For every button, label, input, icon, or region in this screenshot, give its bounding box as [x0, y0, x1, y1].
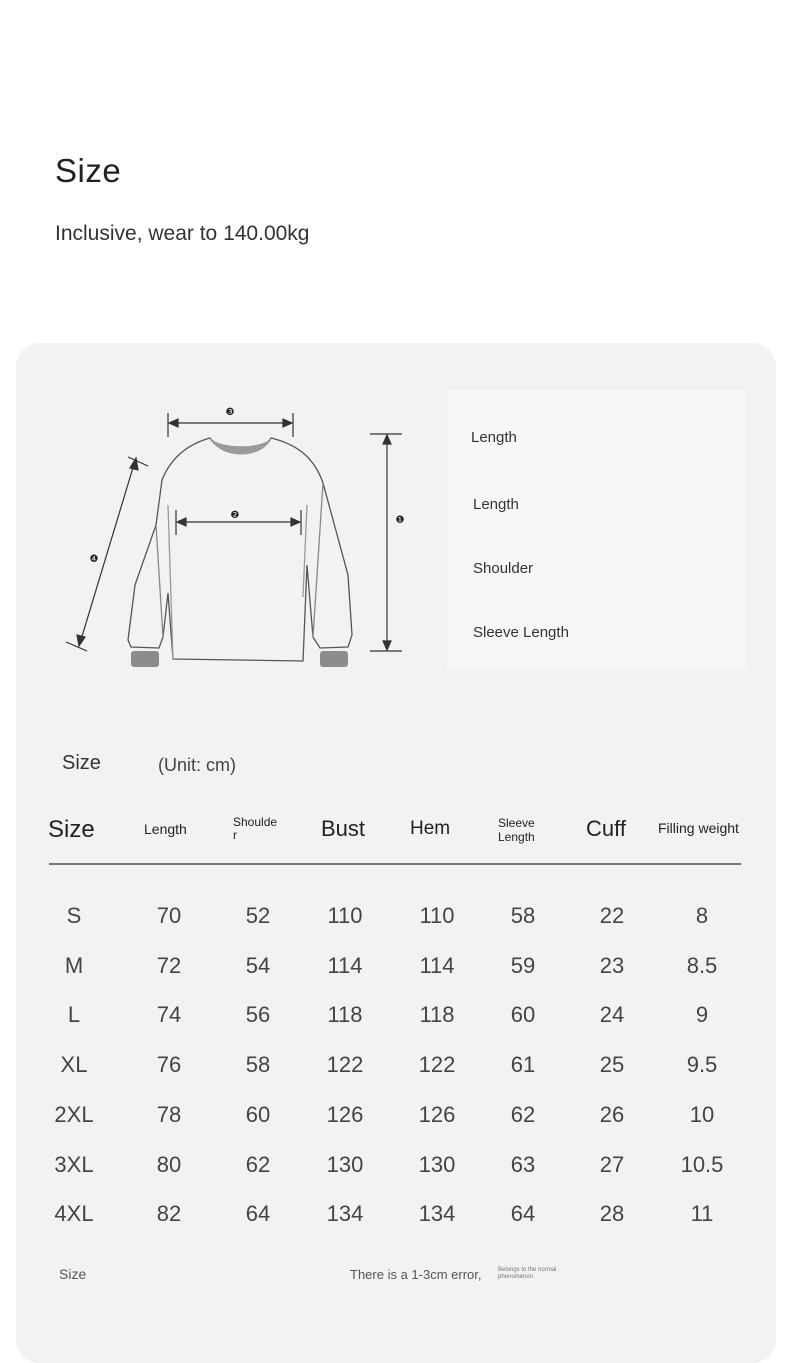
table-cell: 62	[510, 1101, 536, 1127]
table-cell: 76	[156, 1052, 182, 1078]
table-cell: 59	[510, 952, 536, 978]
table-cell: 11	[690, 1201, 714, 1227]
table-row-size: 2XL	[54, 1101, 94, 1127]
col-header-cuff: Cuff	[586, 816, 626, 841]
table-cell: 130	[418, 1151, 456, 1177]
table-cell: 24	[599, 1002, 625, 1028]
marker-1: ❶	[395, 515, 405, 526]
table-cell: 130	[326, 1151, 364, 1177]
legend-item-length-1: Length	[471, 429, 517, 446]
header-divider	[49, 863, 741, 865]
table-cell: 110	[327, 903, 363, 928]
error-note-small: Belongs to the normal phenomenon	[498, 1267, 557, 1280]
table-cell: 25	[599, 1052, 625, 1078]
table-cell: 61	[510, 1052, 536, 1078]
table-cell: 114	[327, 952, 363, 978]
legend-item-shoulder: Shoulder	[473, 560, 534, 577]
table-cell: 74	[156, 1002, 182, 1028]
table-cell: 10.5	[680, 1151, 724, 1177]
col-header-sleeve-length: Sleeve Length	[498, 816, 535, 844]
table-cell: 9.5	[686, 1052, 718, 1078]
table-cell: 126	[326, 1101, 364, 1127]
table-cell: 58	[245, 1052, 271, 1078]
table-label: Size	[62, 752, 101, 774]
table-cell: 64	[510, 1201, 536, 1227]
table-row-size: S	[66, 903, 82, 928]
table-row-size: M	[64, 952, 84, 978]
legend-item-sleeve-length: Sleeve Length	[473, 624, 569, 641]
col-header-length: Length	[144, 821, 187, 837]
marker-2: ❷	[230, 510, 240, 521]
table-row-size: L	[67, 1002, 81, 1028]
page-title: Size	[55, 152, 122, 189]
table-cell: 114	[419, 952, 455, 978]
footer-label: Size	[59, 1266, 87, 1282]
table-cell: 8	[695, 903, 709, 928]
sweater-measurement-diagram	[45, 385, 425, 685]
table-cell: 110	[419, 903, 455, 928]
table-cell: 52	[245, 903, 271, 928]
table-cell: 8.5	[686, 952, 718, 978]
table-cell: 118	[327, 1002, 363, 1028]
table-cell: 22	[599, 903, 625, 928]
right-cuff	[320, 651, 348, 667]
table-cell: 54	[245, 952, 271, 978]
table-cell: 56	[245, 1002, 271, 1028]
table-cell: 126	[418, 1101, 456, 1127]
table-cell: 23	[599, 952, 625, 978]
table-cell: 26	[599, 1101, 625, 1127]
table-cell: 78	[156, 1101, 182, 1127]
left-cuff	[131, 651, 159, 667]
table-cell: 80	[156, 1151, 182, 1177]
error-note: There is a 1-3cm error,	[350, 1267, 482, 1282]
table-row-size: 4XL	[54, 1201, 94, 1227]
collar	[210, 438, 271, 455]
table-cell: 60	[245, 1101, 271, 1127]
table-cell: 28	[599, 1201, 625, 1227]
table-cell: 62	[245, 1151, 271, 1177]
table-cell: 118	[419, 1002, 455, 1028]
table-cell: 82	[156, 1201, 182, 1227]
marker-3: ❸	[225, 407, 235, 418]
table-cell: 72	[156, 952, 182, 978]
table-cell: 60	[510, 1002, 536, 1028]
col-header-bust: Bust	[321, 816, 366, 841]
marker-4: ❹	[89, 554, 99, 565]
table-cell: 63	[510, 1151, 536, 1177]
table-cell: 27	[599, 1151, 625, 1177]
col-header-size: Size	[48, 816, 95, 843]
table-cell: 58	[510, 903, 536, 928]
table-cell: 122	[326, 1052, 364, 1078]
table-cell: 70	[156, 903, 182, 928]
table-cell: 64	[245, 1201, 271, 1227]
table-cell: 122	[418, 1052, 456, 1078]
unit-note: (Unit: cm)	[158, 755, 236, 775]
table-cell: 10	[689, 1101, 715, 1127]
table-cell: 134	[326, 1201, 364, 1227]
col-header-shoulder: Shoulde r	[233, 815, 278, 842]
col-header-hem: Hem	[410, 818, 451, 839]
col-header-filling-weight: Filling weight	[658, 820, 739, 836]
table-row-size: XL	[60, 1052, 88, 1078]
table-cell: 134	[418, 1201, 456, 1227]
table-row-size: 3XL	[54, 1151, 94, 1177]
table-cell: 9	[695, 1002, 709, 1028]
page-subtitle: Inclusive, wear to 140.00kg	[55, 222, 310, 245]
legend-item-length-2: Length	[473, 496, 519, 513]
